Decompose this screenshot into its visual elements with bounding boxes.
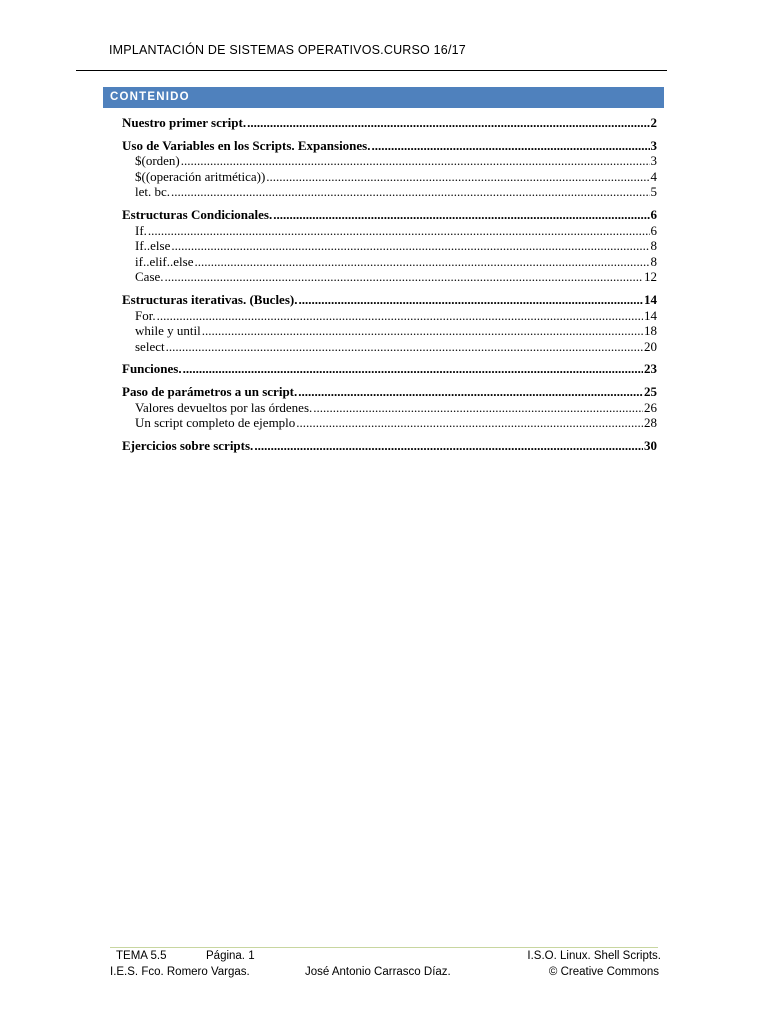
toc-entry-title: Un script completo de ejemplo <box>135 415 296 431</box>
header-title: IMPLANTACIÓN DE SISTEMAS OPERATIVOS.CURSO 16/17 <box>109 43 466 57</box>
toc-entry-page: 30 <box>644 437 657 453</box>
toc-entry-page: 6 <box>650 222 657 238</box>
toc-entry[interactable] <box>122 115 657 131</box>
toc-entry-page: 25 <box>644 383 657 399</box>
toc-dot-leader <box>247 115 649 131</box>
toc-dot-leader <box>298 292 643 308</box>
toc-dot-leader <box>165 269 643 285</box>
toc-dot-leader <box>254 438 643 454</box>
toc-entry-title: Funciones. <box>122 361 182 377</box>
toc-entry[interactable] <box>122 169 657 185</box>
toc-entry-title: Uso de Variables en los Scripts. Expansiones. <box>122 137 371 153</box>
toc-entry[interactable] <box>122 438 657 454</box>
toc-dot-leader <box>372 138 650 154</box>
toc-dot-leader <box>194 254 649 270</box>
toc-dot-leader <box>181 153 650 169</box>
toc-entry-title: Estructuras Condicionales. <box>122 206 273 222</box>
toc-heading <box>103 87 664 108</box>
footer-page-number: Página. 1 <box>206 950 255 962</box>
toc-entry-title: Nuestro primer script. <box>122 115 247 130</box>
toc-dot-leader <box>183 361 643 377</box>
toc-entry-title: while y until <box>135 323 201 339</box>
toc-entry-page: 8 <box>650 238 657 254</box>
footer-license: © Creative Commons <box>548 966 659 978</box>
toc-dot-leader <box>148 223 650 239</box>
toc-entry-title: If..else <box>135 238 171 254</box>
toc-heading-label: CONTENIDO <box>110 91 190 103</box>
toc-entry[interactable] <box>122 138 657 154</box>
toc-entry-title: Estructuras iterativas. (Bucles). <box>122 291 298 307</box>
toc-entry[interactable] <box>122 254 657 270</box>
toc-entry[interactable] <box>122 323 657 339</box>
toc-entry-page: 14 <box>644 307 657 323</box>
toc-entry[interactable] <box>122 223 657 239</box>
toc-entry-page: 23 <box>644 361 657 377</box>
toc-entry-page: 18 <box>644 323 657 339</box>
toc-entry[interactable] <box>122 238 657 254</box>
toc-entry-title: select <box>135 338 165 354</box>
toc-entry-title: $(orden) <box>135 153 180 169</box>
footer-rule <box>110 947 658 948</box>
footer-author: José Antonio Carrasco Díaz. <box>305 966 451 978</box>
toc-entry-page: 14 <box>644 291 657 307</box>
toc-dot-leader <box>157 308 643 324</box>
toc-dot-leader <box>273 207 649 223</box>
toc-dot-leader <box>202 323 643 339</box>
table-of-contents <box>122 115 657 453</box>
toc-dot-leader <box>266 169 649 185</box>
toc-entry-title: Ejercicios sobre scripts. <box>122 437 254 453</box>
toc-entry-page: 5 <box>650 184 657 200</box>
toc-entry-page: 3 <box>650 153 657 169</box>
toc-entry[interactable] <box>122 384 657 400</box>
toc-entry[interactable] <box>122 415 657 431</box>
toc-entry-title: $((operación aritmética)) <box>135 168 266 184</box>
toc-entry-title: For. <box>135 307 156 323</box>
toc-entry-title: Paso de parámetros a un script. <box>122 383 298 399</box>
toc-entry-title: If. <box>135 222 147 238</box>
toc-entry-page: 26 <box>644 399 657 415</box>
toc-entry[interactable] <box>122 207 657 223</box>
toc-entry[interactable] <box>122 400 657 416</box>
footer-school: I.E.S. Fco. Romero Vargas. <box>110 966 250 978</box>
toc-entry[interactable] <box>122 292 657 308</box>
toc-entry[interactable] <box>122 184 657 200</box>
toc-dot-leader <box>313 400 643 416</box>
toc-entry-title: if..elif..else <box>135 253 194 269</box>
toc-dot-leader <box>298 384 643 400</box>
toc-dot-leader <box>296 415 643 431</box>
header-rule <box>76 70 667 71</box>
footer-course: I.S.O. Linux. Shell Scripts. <box>527 950 661 962</box>
toc-entry-page: 3 <box>650 137 657 153</box>
toc-dot-leader <box>171 184 649 200</box>
toc-entry[interactable] <box>122 153 657 169</box>
toc-entry-page: 28 <box>644 415 657 431</box>
footer-tema: TEMA 5.5 <box>116 950 167 962</box>
toc-entry[interactable] <box>122 339 657 355</box>
toc-entry-page: 8 <box>650 253 657 269</box>
toc-entry[interactable] <box>122 308 657 324</box>
toc-entry-title: let. bc. <box>135 184 171 200</box>
toc-entry-page: 12 <box>644 269 657 285</box>
toc-dot-leader <box>166 339 643 355</box>
toc-entry-page: 2 <box>650 115 657 130</box>
toc-entry[interactable] <box>122 269 657 285</box>
toc-dot-leader <box>171 238 649 254</box>
toc-entry-title: Case. <box>135 269 164 285</box>
toc-entry-page: 20 <box>644 338 657 354</box>
toc-entry[interactable] <box>122 361 657 377</box>
toc-entry-title: Valores devueltos por las órdenes. <box>135 399 313 415</box>
toc-entry-page: 4 <box>650 168 657 184</box>
toc-entry-page: 6 <box>650 206 657 222</box>
